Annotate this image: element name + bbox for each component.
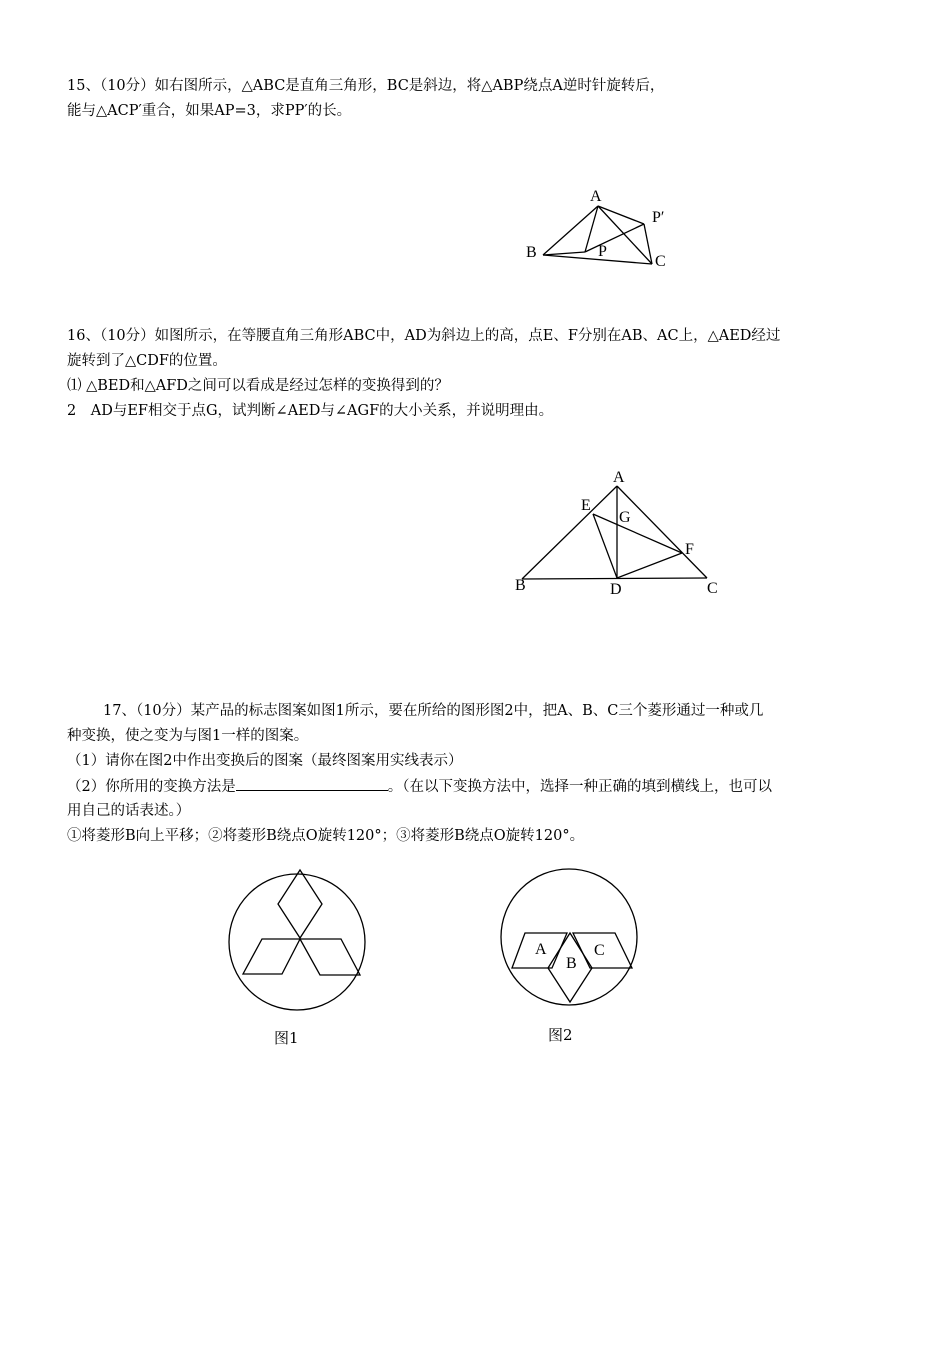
q17-text-line1: 17、（10分）某产品的标志图案如图1所示，要在所给的图形图2中，把A、B、C三个菱形通过一种或几 [103, 703, 764, 719]
q17-question-2-cont: 用自己的话表述。） [67, 803, 191, 819]
q15-text-line1: 15、（10分）如右图所示，△ABC是直角三角形，BC是斜边，将△ABP绕点A逆时针旋转后， [67, 78, 665, 94]
q17-text-line2: 种变换，使之变为与图1一样的图案。 [67, 728, 309, 744]
q15-label-p-prime: P′ [652, 209, 665, 226]
q15-label-a: A [590, 188, 602, 205]
q16-label-c: C [707, 580, 718, 597]
q17-question-1: （1）请你在图2中作出变换后的图案（最终图案用实线表示） [67, 753, 463, 769]
fig2-label-b: B [566, 955, 577, 972]
q16-text-line1: 16、（10分）如图所示，在等腰直角三角形ABC中，AD为斜边上的高，点E、F分别在AB、AC上，△AED经过 [67, 328, 781, 344]
q17-question-2-prefix: （2）你所用的变换方法是 [67, 779, 236, 795]
q15-label-c: C [655, 253, 666, 270]
q16-label-g: G [619, 509, 631, 526]
q16-label-e: E [581, 497, 591, 514]
q16-question-2: 2 AD与EF相交于点G，试判断∠AED与∠AGF的大小关系，并说明理由。 [67, 403, 554, 419]
q16-label-a: A [613, 469, 625, 486]
fig2-caption: 图2 [548, 1026, 573, 1044]
q15-label-b: B [526, 244, 537, 261]
q17-options: ①将菱形B向上平移；②将菱形B绕点O旋转120°；③将菱形B绕点O旋转120°。 [67, 828, 585, 844]
q16-label-b: B [515, 577, 526, 594]
q15-text-line2: 能与△ACP′重合，如果AP=3，求PP′的长。 [67, 103, 352, 119]
q16-text-line2: 旋转到了△CDF的位置。 [67, 353, 227, 369]
q16-label-f: F [685, 541, 694, 558]
q16-label-d: D [610, 581, 622, 598]
fig1-caption: 图1 [274, 1029, 299, 1047]
fig2-label-a: A [535, 941, 547, 958]
q16-question-1: ⑴ △BED和△AFD之间可以看成是经过怎样的变换得到的？ [67, 378, 449, 394]
q15-label-p: P [598, 243, 607, 260]
fig2-label-c: C [594, 942, 605, 959]
q17-question-2-suffix: 。（在以下变换方法中，选择一种正确的填到横线上，也可以 [387, 779, 772, 795]
